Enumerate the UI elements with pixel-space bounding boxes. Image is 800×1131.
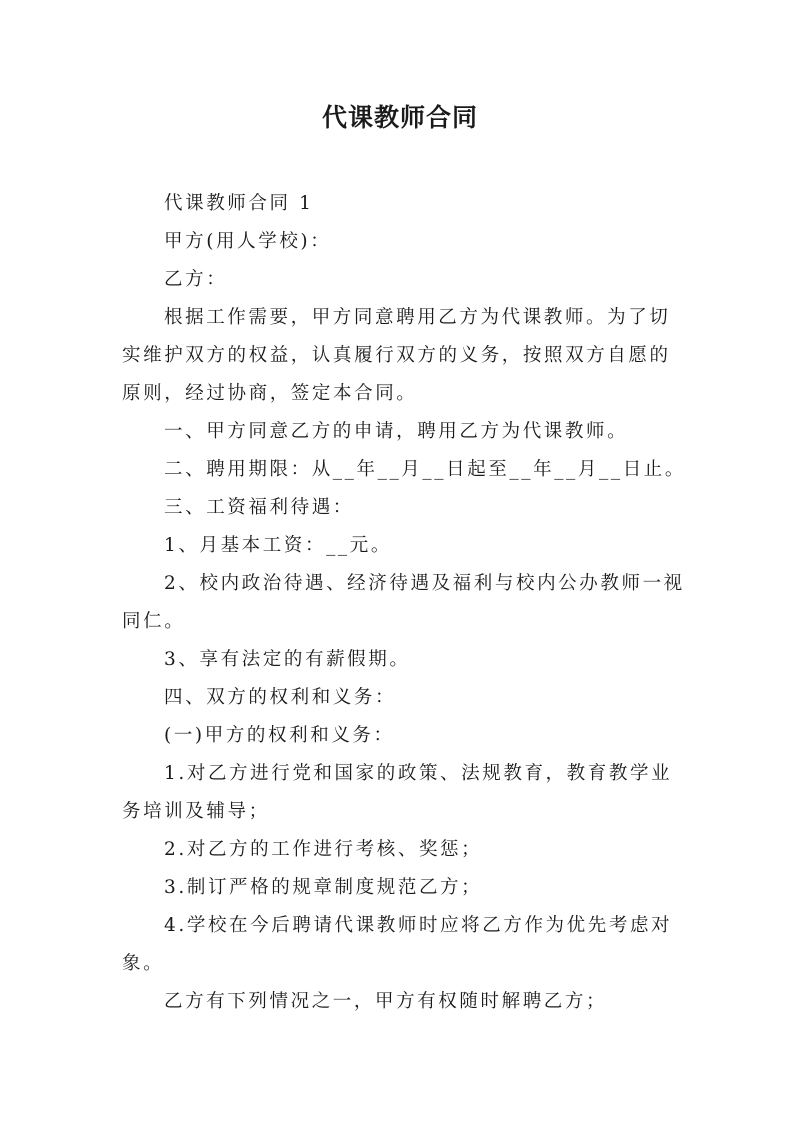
- clause-4-subheading: (一)甲方的权利和义务：: [164, 725, 395, 746]
- document-title: 代课教师合同: [321, 103, 478, 132]
- clause-4-item-4: 4.学校在今后聘请代课教师时应将乙方作为优先考虑对象。: [122, 915, 673, 974]
- clause-1: 一、甲方同意乙方的申请，聘用乙方为代课教师。: [164, 421, 629, 442]
- clause-3-item-2: 2、校内政治待遇、经济待遇及福利与校内公办教师一视同仁。: [122, 573, 685, 632]
- clause-3-item-3: 3、享有法定的有薪假期。: [164, 649, 411, 670]
- contract-subtitle: 代课教师合同 1: [164, 193, 314, 214]
- preamble-paragraph: 根据工作需要，甲方同意聘用乙方为代课教师。为了切实维护双方的权益，认真履行双方的义务，按照双方自愿的原则，经过协商，签定本合同。: [122, 307, 671, 404]
- clause-4-item-2: 2.对乙方的工作进行考核、奖惩；: [164, 839, 483, 860]
- clause-2-term: 二、聘用期限：从__年__月__日起至__年__月__日止。: [164, 459, 687, 480]
- clause-4-item-3: 3.制订严格的规章制度规范乙方；: [164, 877, 483, 898]
- clause-3-heading: 三、工资福利待遇：: [164, 497, 354, 518]
- document-body: [122, 185, 690, 1021]
- party-b-line: 乙方：: [164, 269, 228, 290]
- party-a-line: 甲方(用人学校)：: [164, 231, 332, 252]
- clause-4-item-1: 1.对乙方进行党和国家的政策、法规教育，教育教学业务培训及辅导；: [122, 763, 673, 822]
- dismissal-conditions-line: 乙方有下列情况之一，甲方有权随时解聘乙方；: [164, 991, 608, 1012]
- clause-4-heading: 四、双方的权利和义务：: [164, 687, 397, 708]
- clause-3-item-1: 1、月基本工资：__元。: [164, 535, 392, 556]
